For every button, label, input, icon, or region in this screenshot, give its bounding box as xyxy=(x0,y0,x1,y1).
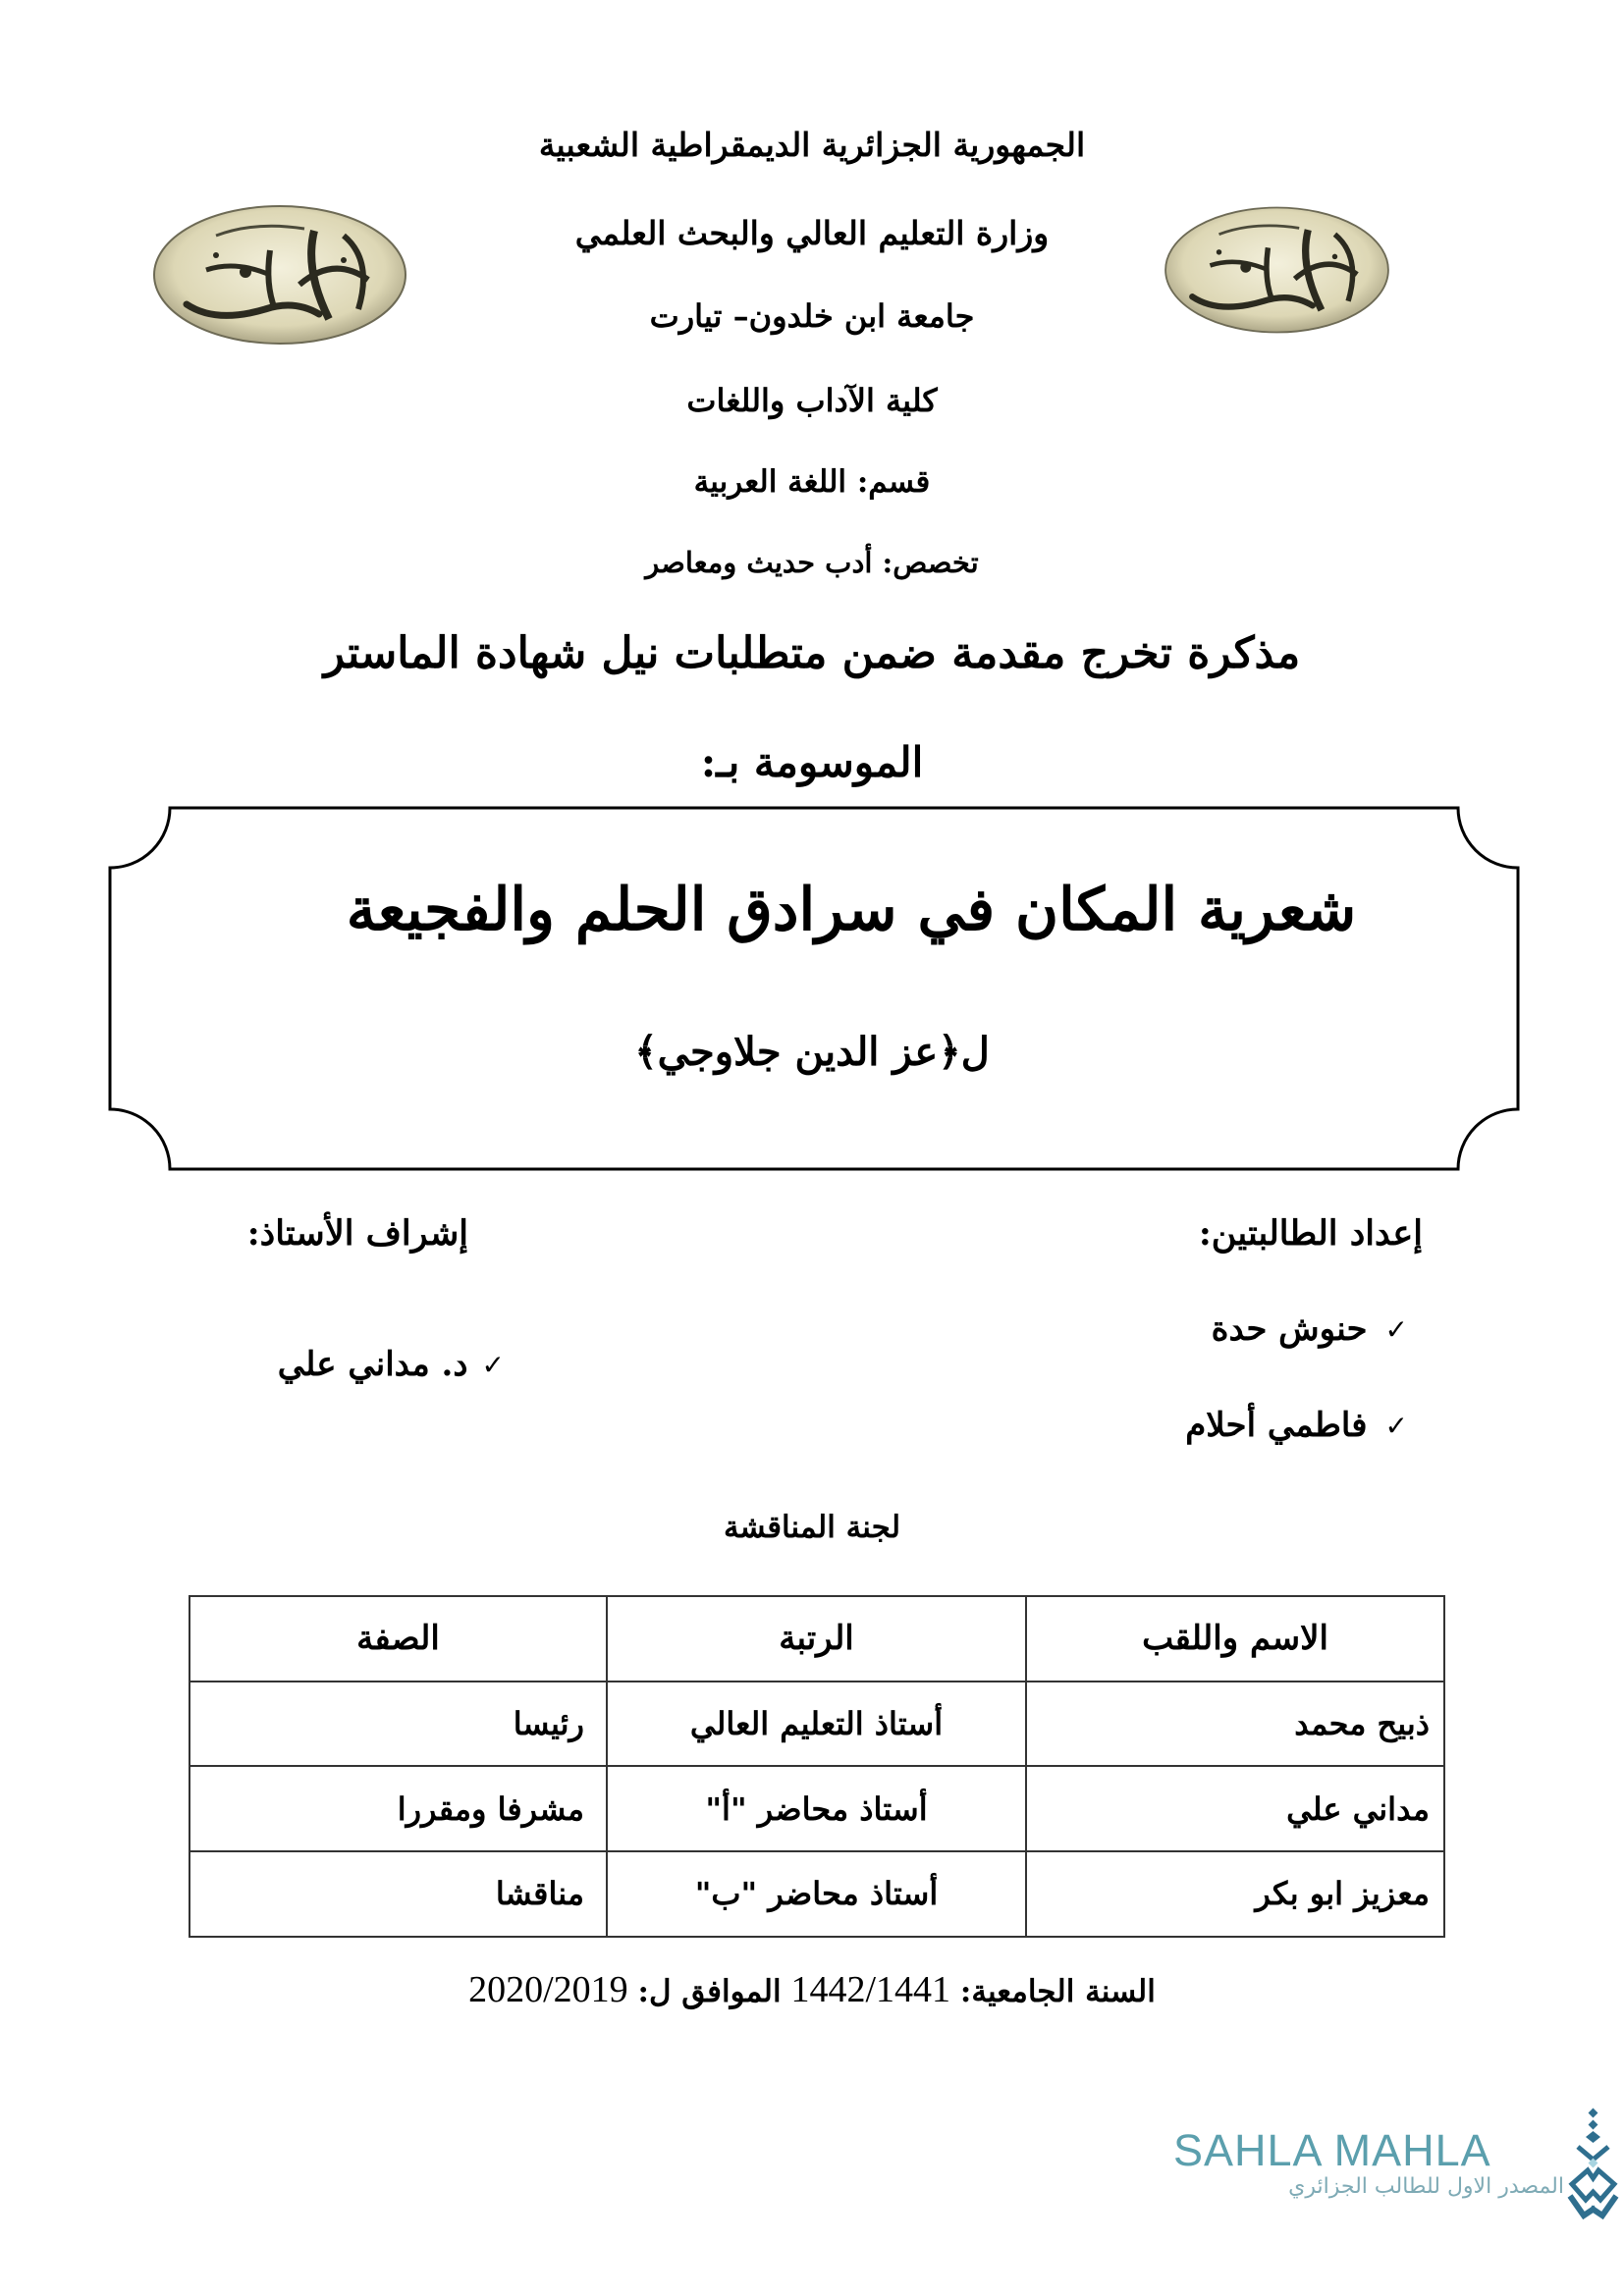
member-role: رئيسا xyxy=(189,1682,607,1767)
seal-icon xyxy=(1157,196,1397,344)
title-frame-border xyxy=(106,804,1522,1173)
column-header-role: الصفة xyxy=(189,1596,607,1682)
committee-title: لجنة المناقشة xyxy=(723,1510,901,1545)
member-name: ذبيح محمد xyxy=(1026,1682,1444,1767)
supervisor-label: إشراف الأستاذ: xyxy=(246,1213,468,1254)
university-seal-logo-left xyxy=(147,201,412,348)
member-rank: أستاذ التعليم العالي xyxy=(607,1682,1026,1767)
checkmark-icon: ✓ xyxy=(1384,1312,1408,1346)
committee-table xyxy=(189,1595,1445,1938)
member-role: مناقشا xyxy=(189,1851,607,1937)
table-header-row xyxy=(189,1596,1444,1682)
thesis-author-line xyxy=(0,1029,1624,1075)
department-heading: قسم: اللغة العربية xyxy=(693,464,931,500)
gregorian-year: 2020/2019 xyxy=(468,1969,628,2010)
specialty-heading: تخصص: أدب حديث ومعاصر xyxy=(645,546,979,579)
student-item xyxy=(1185,1406,1408,1445)
member-rank: أستاذ محاضر "ب" xyxy=(607,1851,1026,1937)
faculty-heading: كلية الآداب واللغات xyxy=(686,382,938,419)
country-heading: الجمهورية الجزائرية الديمقراطية الشعبية xyxy=(538,126,1086,164)
member-role: مشرفا ومقررا xyxy=(189,1766,607,1851)
supervisor-item xyxy=(278,1345,505,1384)
seal-icon xyxy=(147,201,412,348)
checkmark-icon: ✓ xyxy=(481,1348,505,1381)
sahla-mahla-watermark xyxy=(1173,2115,1620,2228)
brand-tagline: المصدر الاول للطالب الجزائري xyxy=(1288,2174,1564,2199)
table-row xyxy=(189,1766,1444,1851)
ministry-heading: وزارة التعليم العالي والبحث العلمي xyxy=(574,214,1050,252)
student-item xyxy=(1212,1309,1408,1349)
supervisor-name: د. مداني علي xyxy=(277,1345,468,1384)
author-prefix: ل xyxy=(960,1029,990,1075)
column-header-rank: الرتبة xyxy=(607,1596,1026,1682)
hijri-year: 1442/1441 xyxy=(790,1969,951,2010)
checkmark-icon: ✓ xyxy=(1384,1409,1408,1442)
column-header-name: الاسم واللقب xyxy=(1026,1596,1444,1682)
students-label: إعداد الطالبتين: xyxy=(1198,1213,1423,1254)
author-name: ﴿عز الدين جلاوجي﴾ xyxy=(634,1029,961,1075)
brand-name: SAHLA MAHLA xyxy=(1173,2125,1491,2175)
table-row xyxy=(189,1682,1444,1767)
academic-year-label: السنة الجامعية: xyxy=(959,1974,1156,2009)
member-rank: أستاذ محاضر "أ" xyxy=(607,1766,1026,1851)
corresponds-label: الموافق ل: xyxy=(637,1974,782,2009)
memo-statement: مذكرة تخرج مقدمة ضمن متطلبات نيل شهادة الماستر xyxy=(323,628,1301,678)
thesis-title: شعرية المكان في سرادق الحلم والفجيعة xyxy=(346,876,1357,944)
member-name: معزيز ابو بكر xyxy=(1026,1851,1444,1937)
student-name: فاطمي أحلام xyxy=(1185,1406,1368,1445)
calligraphy-logo-icon xyxy=(1566,2106,1620,2223)
university-seal-logo-right xyxy=(1157,196,1397,344)
member-name: مداني علي xyxy=(1026,1766,1444,1851)
titled-label: الموسومة بـ: xyxy=(700,738,924,786)
student-name: حنوش حدة xyxy=(1211,1309,1368,1349)
academic-year xyxy=(0,1968,1624,2011)
table-row xyxy=(189,1851,1444,1937)
university-heading: جامعة ابن خلدون– تيارت xyxy=(649,297,975,335)
